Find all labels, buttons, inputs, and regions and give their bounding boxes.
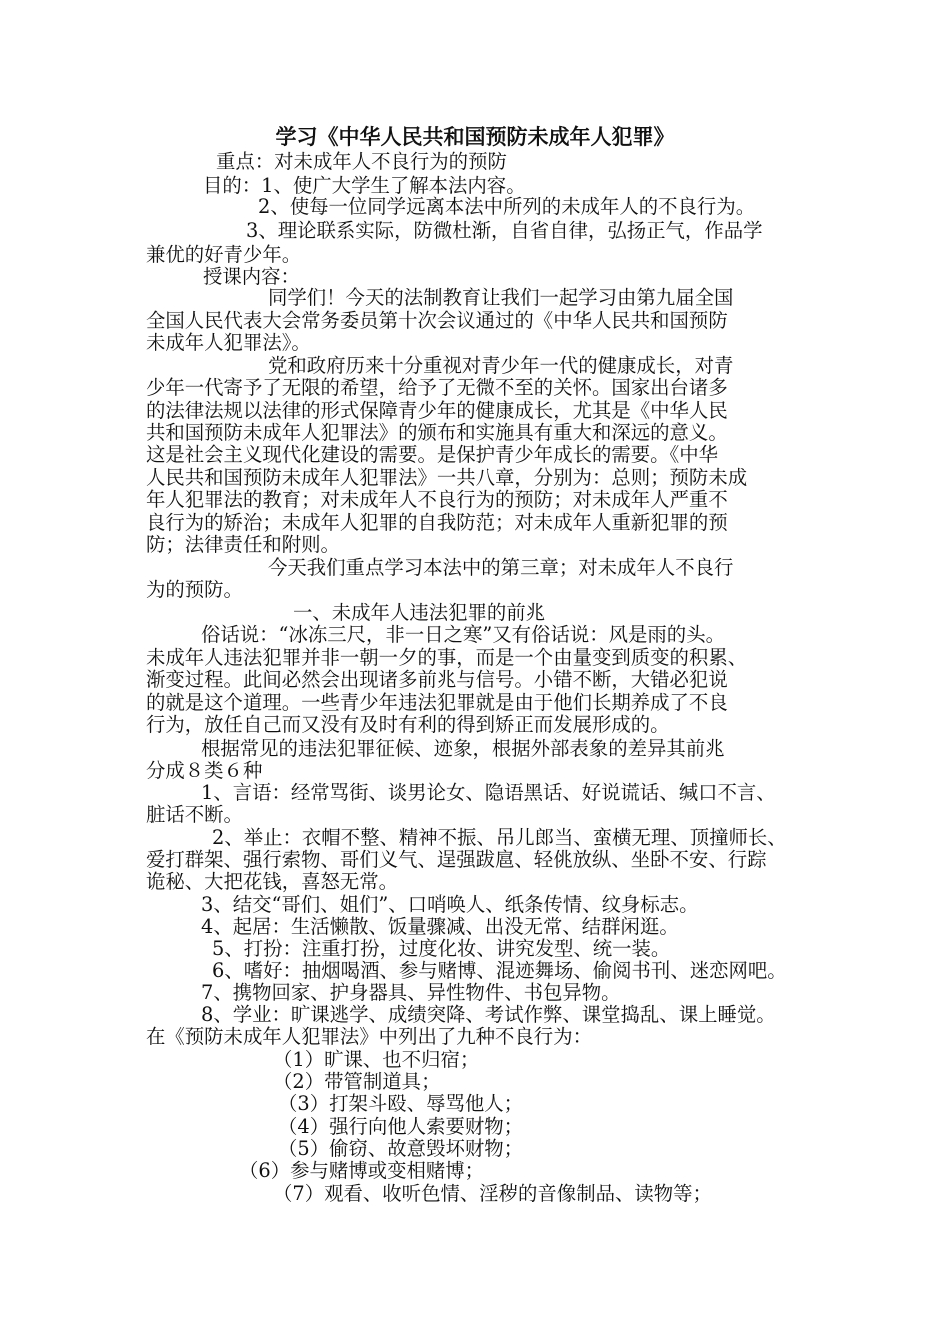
list-item: （1）旷课、也不归宿； xyxy=(273,1048,480,1071)
text-line: 3、理论联系实际，防微杜渐，自省自律，弘扬正气，作品学 xyxy=(246,219,763,242)
text-line: 根据常见的违法犯罪征候、迹象，根据外部表象的差异其前兆 xyxy=(201,737,725,760)
text-line: 3、结交“哥们、姐们”、口哨唤人、纸条传情、纹身标志。 xyxy=(201,893,699,916)
text-line: 8、学业：旷课逃学、成绩突降、考试作弊、课堂捣乱、课上睡觉。 xyxy=(201,1003,776,1026)
text-line: 为的预防。 xyxy=(146,578,243,601)
text-line: 7、携物回家、护身器具、异性物件、书包异物。 xyxy=(201,981,621,1004)
text-line: 共和国预防未成年人犯罪法》的颁布和实施具有重大和深远的意义。 xyxy=(146,421,728,444)
text-line: 少年一代寄予了无限的希望，给予了无微不至的关怀。国家出台诸多 xyxy=(146,376,728,399)
text-line: 全国人民代表大会常务委员第十次会议通过的《中华人民共和国预防 xyxy=(146,309,728,332)
text-line: 未成年人犯罪法》。 xyxy=(146,331,311,354)
list-item: （7）观看、收听色情、淫秽的音像制品、读物等； xyxy=(273,1182,712,1205)
text-line: 这是社会主义现代化建设的需要。是保护青少年成长的需要。《中华 xyxy=(146,443,719,466)
text-line: 分成８类６种 xyxy=(146,759,263,782)
text-line: 授课内容： xyxy=(203,265,300,288)
list-item: （5）偷窃、故意毁坏财物； xyxy=(278,1137,524,1160)
text-line: 俗话说：“冰冻三尺，非一日之寒”又有俗话说：风是雨的头。 xyxy=(201,623,725,646)
document-title: 学习《中华人民共和国预防未成年人犯罪》 xyxy=(275,125,675,149)
text-line: 兼优的好青少年。 xyxy=(146,243,302,266)
text-line: 脏话不断。 xyxy=(146,803,243,826)
text-line: 的法律法规以法律的形式保障青少年的健康成长，尤其是《中华人民 xyxy=(146,399,728,422)
text-line: 爱打群架、强行索物、哥们义气、逞强跋扈、轻佻放纵、坐卧不安、行踪 xyxy=(146,848,767,871)
list-item: （4）强行向他人索要财物； xyxy=(278,1115,524,1138)
text-line: 目的：1、使广大学生了解本法内容。 xyxy=(203,174,526,197)
section-heading: 一、未成年人违法犯罪的前兆 xyxy=(293,601,546,624)
text-line: 2、使每一位同学远离本法中所列的未成年人的不良行为。 xyxy=(258,195,756,218)
text-line: 党和政府历来十分重视对青少年一代的健康成长，对青 xyxy=(268,354,734,377)
text-line: 2、举止：衣帽不整、精神不振、吊儿郎当、蛮横无理、顶撞师长、 xyxy=(212,826,787,849)
text-line: 4、起居：生活懒散、饭量骤减、出没无常、结群闲逛。 xyxy=(201,915,679,938)
text-line: 人民共和国预防未成年人犯罪法》一共八章，分别为：总则；预防未成 xyxy=(146,466,748,489)
text-line: 今天我们重点学习本法中的第三章；对未成年人不良行 xyxy=(268,556,734,579)
list-item: （6）参与赌博或变相赌博； xyxy=(239,1159,485,1182)
text-line: 良行为的矫治；未成年人犯罪的自我防范；对未成年人重新犯罪的预 xyxy=(146,511,728,534)
text-line: 行为，放任自己而又没有及时有利的得到矫正而发展形成的。 xyxy=(146,713,670,736)
text-line: 重点：对未成年人不良行为的预防 xyxy=(216,150,507,173)
text-line: 的就是这个道理。一些青少年违法犯罪就是由于他们长期养成了不良 xyxy=(146,691,728,714)
text-line: 年人犯罪法的教育；对未成年人不良行为的预防；对未成年人严重不 xyxy=(146,488,728,511)
text-line: 在《预防未成年人犯罪法》中列出了九种不良行为： xyxy=(146,1025,592,1048)
text-line: 诡秘、大把花钱，喜怒无常。 xyxy=(146,870,399,893)
list-item: （3）打架斗殴、辱骂他人； xyxy=(278,1092,524,1115)
text-line: 未成年人违法犯罪并非一朝一夕的事，而是一个由量变到质变的积累、 xyxy=(146,646,748,669)
list-item: （2）带管制道具； xyxy=(273,1070,441,1093)
text-line: 同学们！今天的法制教育让我们一起学习由第九届全国 xyxy=(268,286,734,309)
text-line: 渐变过程。此间必然会出现诸多前兆与信号。小错不断，大错必犯说 xyxy=(146,668,728,691)
text-line: 1、言语：经常骂街、谈男论女、隐语黑话、好说谎话、缄口不言、 xyxy=(201,781,776,804)
text-line: 5、打扮：注重打扮，过度化妆、讲究发型、统一装。 xyxy=(212,937,671,960)
text-line: 6、嗜好：抽烟喝酒、参与赌博、混迹舞场、偷阅书刊、迷恋网吧。 xyxy=(212,959,787,982)
text-line: 防；法律责任和附则。 xyxy=(146,533,340,556)
